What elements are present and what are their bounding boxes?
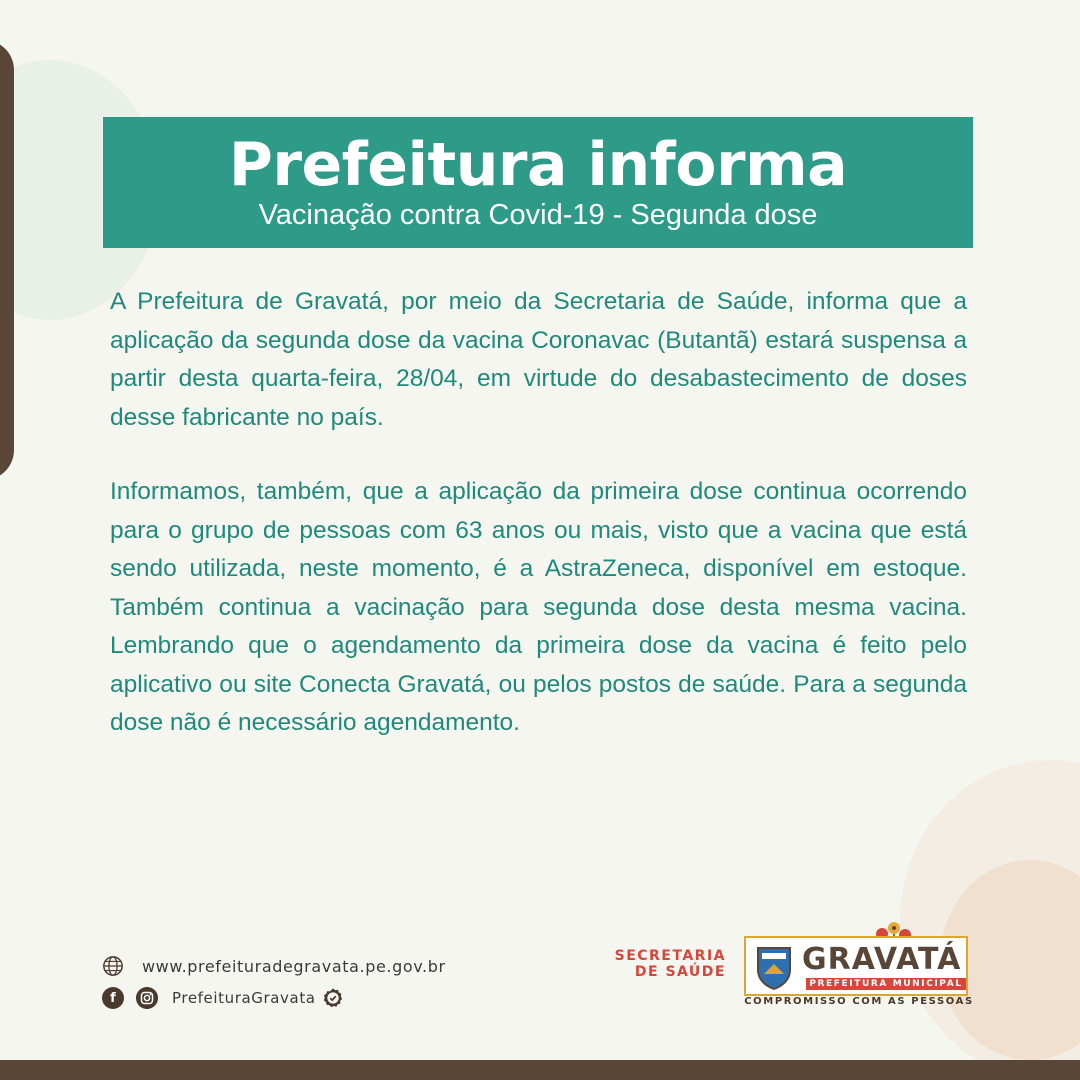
secretaria-line-1: SECRETARIA [614, 948, 726, 964]
instagram-icon[interactable] [136, 987, 158, 1009]
paragraph-first-dose: Informamos, também, que a aplicação da primeira dose continua ocorrendo para o grupo de pessoas com 63 anos ou mais, visto que a vacina que está sendo utilizada, neste momento, é a AstraZeneca, disponível em estoque. Também continua a vacinação para segunda dose desta mesma vacina. Lembrando que o agendamento da primeira dose da vacina é feito pelo aplicativo ou site Conecta Gravatá, ou pelos postos de saúde. Para a segunda dose não é necessário agendamento. [110, 478, 967, 736]
social-row [102, 987, 446, 1009]
logo-subtitle: PREFEITURA MUNICIPAL [806, 978, 966, 990]
verified-icon [322, 987, 344, 1009]
logo-tagline: COMPROMISSO COM AS PESSOAS [744, 996, 974, 1007]
logo-frame [744, 936, 968, 996]
facebook-icon[interactable]: f [102, 987, 124, 1009]
prefeitura-logo [744, 920, 974, 1010]
left-decorative-bar [0, 40, 14, 480]
paragraph-suspension: A Prefeitura de Gravatá, por meio da Secretaria de Saúde, informa que a aplicação da segunda dose da vacina Coronavac (Butantã) estará suspensa a partir desta quarta-feira, 28/04, em virtude do desabastecimento de doses desse fabricante no país. [110, 288, 967, 431]
website-row [102, 955, 446, 977]
contact-footer [102, 955, 446, 1019]
page-title: Prefeitura informa [228, 130, 848, 200]
crest-icon [754, 944, 794, 990]
bottom-decorative-bar [0, 1060, 1080, 1080]
secretaria-label [600, 948, 726, 980]
globe-icon [102, 955, 124, 977]
social-handle[interactable]: PrefeituraGravata [172, 989, 316, 1007]
secretaria-line-2: DE SAÚDE [634, 964, 726, 980]
page-subtitle: Vacinação contra Covid-19 - Segunda dose [258, 199, 818, 231]
logo-city-name: GRAVATÁ [802, 942, 962, 977]
header-banner [103, 117, 973, 248]
website-link[interactable]: www.prefeituradegravata.pe.gov.br [142, 956, 446, 976]
announcement-body [110, 283, 967, 743]
